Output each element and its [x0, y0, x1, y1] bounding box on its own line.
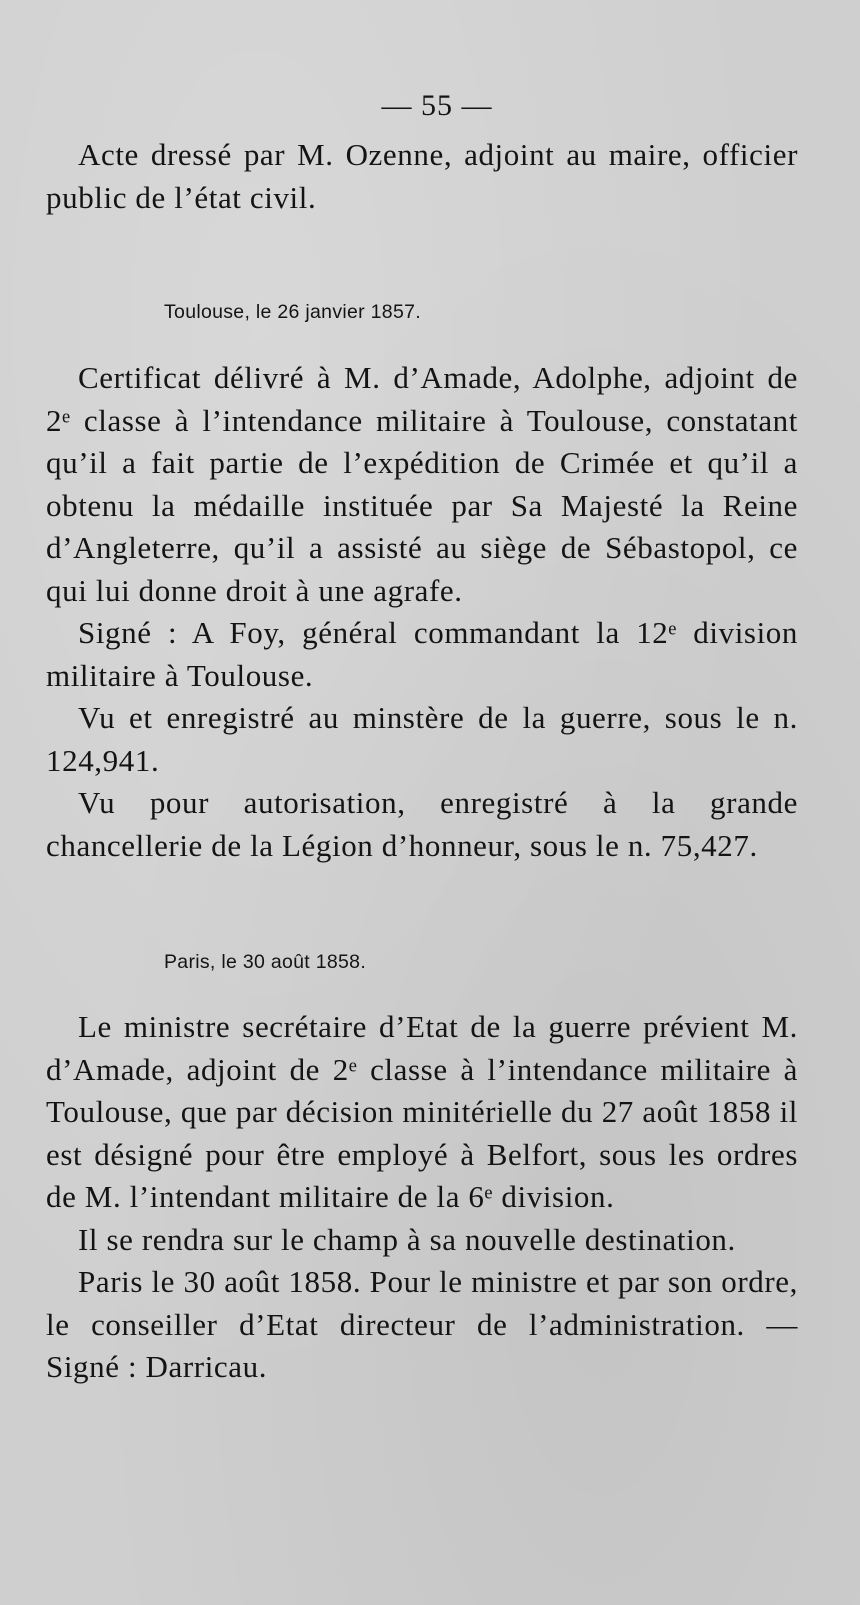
- paragraph-vu-enregistre: Vu et enregistré au minstère de la guerre, sous le n. 124,941.: [46, 700, 798, 778]
- paragraph-ministre: Le ministre secrétaire d’Etat de la guerre prévient M. d’Amade, adjoint de 2ᵉ classe à l’intendance militaire à Toulouse, que par décision minitérielle du 27 août 1858 il est désigné pour être employé à Belfort, sous les ordres de M. l’intendant militaire de la 6ᵉ division.: [46, 1009, 798, 1214]
- book-page: [46, 86, 798, 1389]
- paragraph-signe-foy: Signé : A Foy, général commandant la 12ᵉ division militaire à Toulouse.: [46, 615, 798, 693]
- dateline-paris: Paris, le 30 août 1858.: [164, 951, 367, 973]
- dateline-toulouse: Toulouse, le 26 janvier 1857.: [164, 301, 421, 323]
- paragraph-vu-autorisation: Vu pour autorisation, enregistré à la grande chancellerie de la Légion d’honneur, sous le n. 75,427.: [46, 785, 798, 863]
- paragraph-rendra: Il se rendra sur le champ à sa nouvelle destination.: [78, 1221, 736, 1257]
- paragraph-paris-signature: Paris le 30 août 1858. Pour le ministre et par son ordre, le conseiller d’Etat directeur de l’administration. — Signé : Darricau.: [46, 1264, 798, 1384]
- paragraph-acte: Acte dressé par M. Ozenne, adjoint au maire, officier public de l’état civil.: [46, 137, 798, 215]
- page-number: — 55 —: [381, 89, 493, 122]
- paragraph-certificat: Certificat délivré à M. d’Amade, Adolphe, adjoint de 2ᵉ classe à l’intendance militaire à Toulouse, constatant qu’il a fait partie de l’expédition de Crimée et qu’il a obtenu la médaille instituée par Sa Majesté la Reine d’Angleterre, qu’il a assisté au siège de Sébastopol, ce qui lui donne droit à une agrafe.: [46, 360, 798, 608]
